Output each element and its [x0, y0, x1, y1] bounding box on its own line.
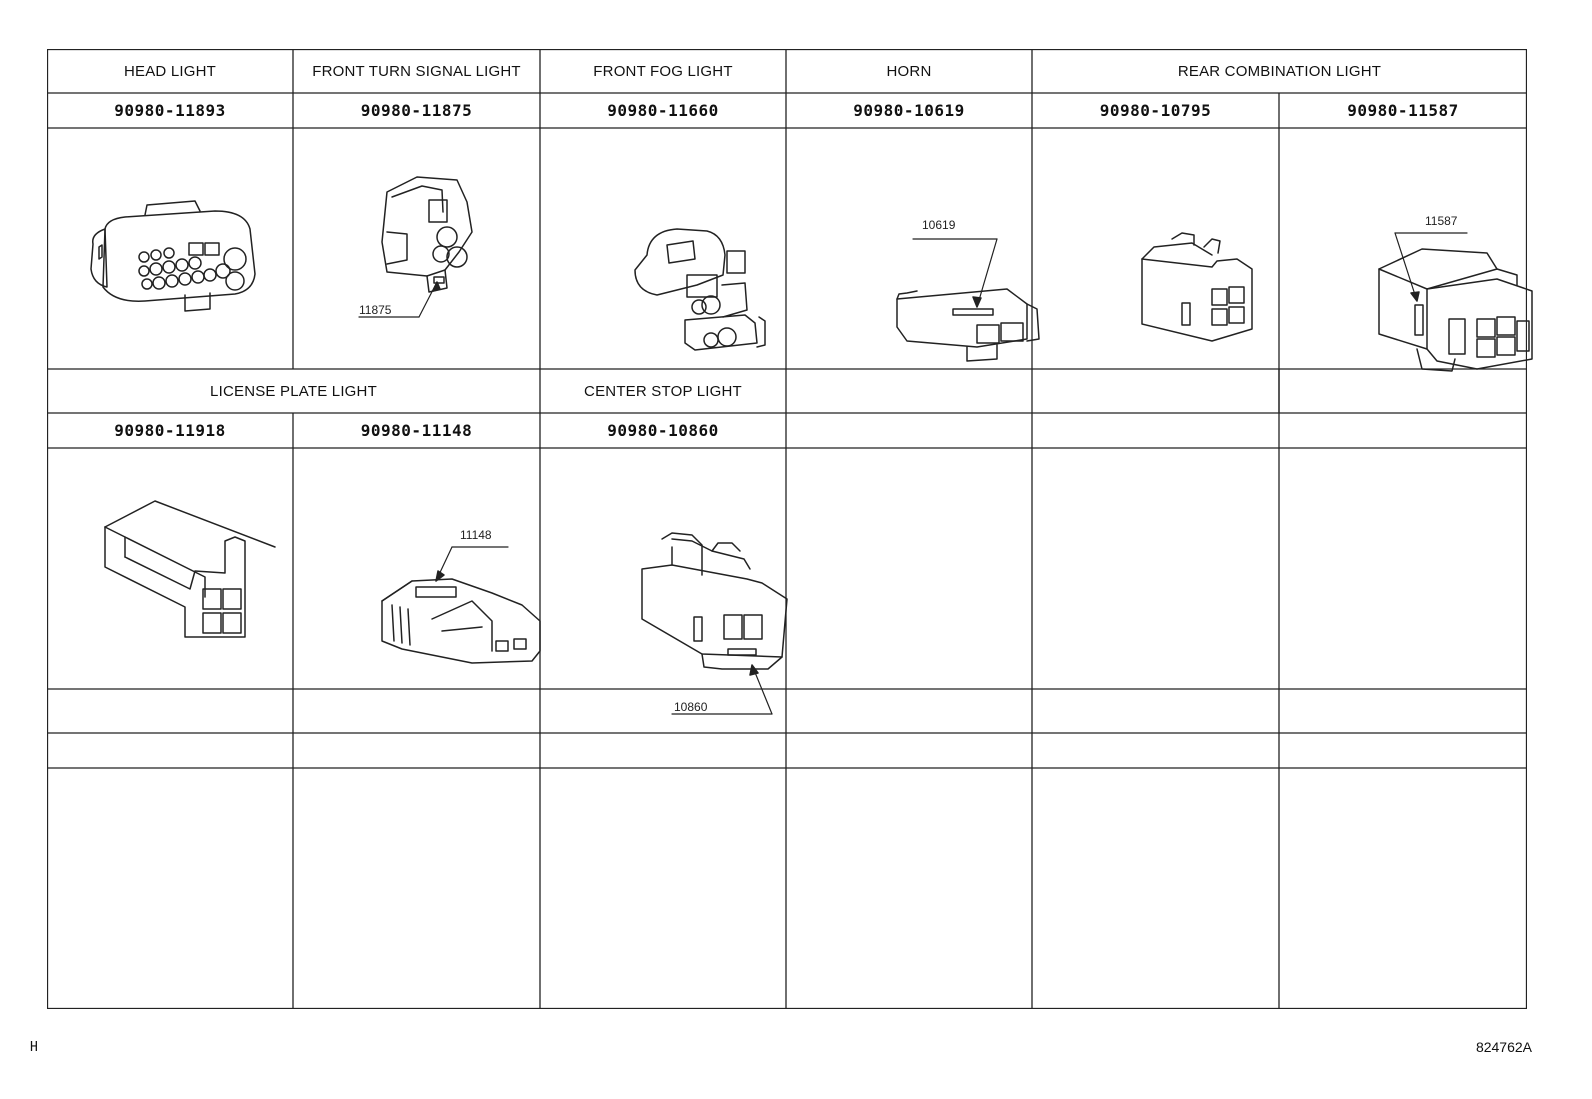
- license-plate-connector-a-icon: [95, 497, 265, 647]
- part-number: 90980-11918: [114, 421, 226, 440]
- rear-combination-connector-a-icon: [1132, 229, 1262, 354]
- callout-10619: 10619: [922, 218, 956, 232]
- name-front-turn-signal-light: FRONT TURN SIGNAL LIGHT: [312, 62, 521, 80]
- callout-10860: 10860: [674, 700, 708, 714]
- name-license-plate-light: LICENSE PLATE LIGHT: [210, 382, 377, 400]
- part-number: 90980-11875: [360, 101, 473, 120]
- part-number: 90980-11893: [114, 101, 226, 120]
- front-turn-signal-connector-icon: [347, 172, 537, 332]
- callout-11875: 11875: [359, 303, 392, 317]
- horn-connector-icon: [877, 209, 1047, 369]
- callout-11587: 11587: [1425, 214, 1458, 228]
- name-head-light: HEAD LIGHT: [123, 62, 216, 80]
- head-light-connector-icon: [85, 199, 260, 314]
- center-stop-light-connector-icon: [632, 529, 797, 719]
- connector-table: [47, 49, 1527, 1009]
- part-number: 90980-10860: [607, 421, 719, 440]
- rear-combination-connector-b-icon: [1367, 209, 1552, 379]
- callout-11148: 11148: [460, 528, 492, 542]
- footer-mark: H: [30, 1040, 38, 1055]
- part-number: 90980-11148: [360, 421, 473, 440]
- part-number: 90980-10619: [853, 101, 965, 120]
- figure-id: 824762A: [1475, 1039, 1532, 1055]
- part-number: 90980-11587: [1347, 101, 1459, 120]
- name-horn: HORN: [886, 62, 932, 80]
- license-plate-connector-b-icon: [372, 481, 552, 656]
- name-center-stop-light: CENTER STOP LIGHT: [584, 382, 742, 400]
- front-fog-light-connector-icon: [627, 225, 787, 375]
- part-number: 90980-10795: [1099, 101, 1212, 120]
- part-number: 90980-11660: [607, 101, 719, 120]
- name-rear-combination-light: REAR COMBINATION LIGHT: [1177, 62, 1382, 80]
- name-front-fog-light: FRONT FOG LIGHT: [593, 62, 733, 80]
